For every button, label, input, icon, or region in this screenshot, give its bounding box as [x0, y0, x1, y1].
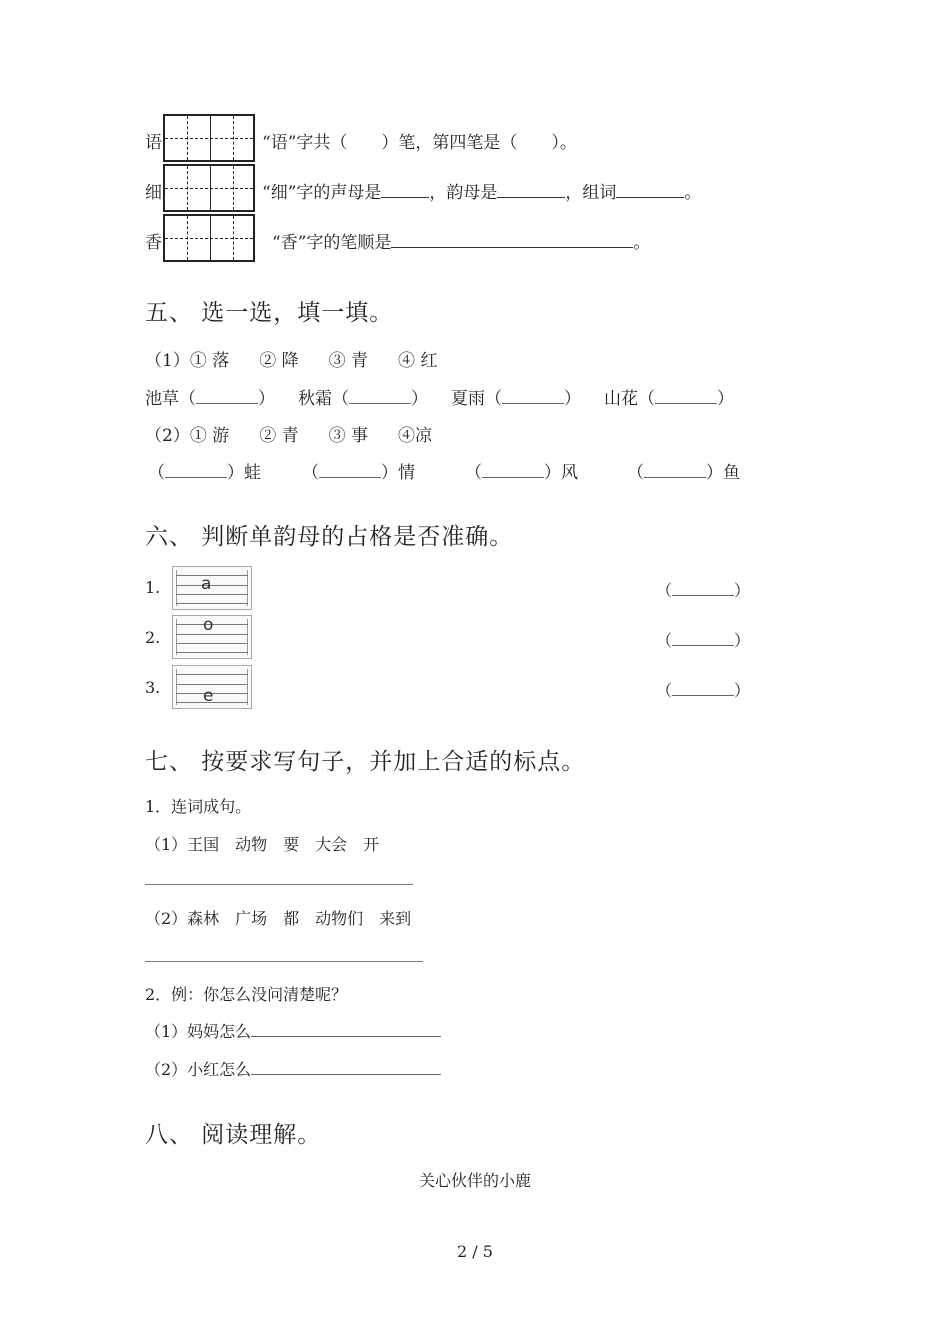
- question-yu: “语”字共（ ）笔，第四笔是（ ）。: [262, 133, 577, 153]
- q1-blank-2: 秋霜（ ）: [298, 389, 428, 409]
- answer-blank[interactable]: [381, 196, 429, 198]
- question-xiang: “香”字的笔顺是 。: [272, 233, 651, 253]
- item-num-2: 2.: [145, 628, 161, 647]
- grid-char-1: 语: [145, 133, 162, 153]
- q1-blank-3: 夏雨（ ）: [451, 389, 581, 409]
- letter-a: a: [201, 574, 212, 594]
- writing-grid-2[interactable]: [163, 164, 255, 212]
- answer-blank[interactable]: [165, 476, 227, 478]
- answer-blank[interactable]: [502, 402, 564, 404]
- sentence-words-2: （2）森林 广场 都 动物们 来到: [145, 909, 412, 928]
- q2-blank-2: （ ）情: [302, 463, 415, 483]
- imitate-1: （1）妈妈怎么: [145, 1019, 441, 1042]
- four-line-grid-e: [172, 665, 252, 709]
- q2-blank-1: （ ）蛙: [148, 463, 261, 483]
- item-num-1: 1.: [145, 578, 161, 597]
- q1-blank-4: 山花（ ）: [604, 389, 734, 409]
- writing-grid-3[interactable]: [163, 214, 255, 262]
- grid-char-2: 细: [145, 183, 162, 203]
- answer-blank[interactable]: [616, 196, 684, 198]
- answer-blank[interactable]: [391, 246, 633, 248]
- page-number: 2 / 5: [457, 1242, 493, 1261]
- section7-title: 七、 按要求写句子，并加上合适的标点。: [145, 749, 586, 775]
- question-xi: “细”字的声母是 ，韵母是 ，组词 。: [262, 183, 702, 203]
- q2-blank-4: （ ）鱼: [627, 463, 740, 483]
- four-line-grid-a: [172, 566, 252, 610]
- section6-title: 六、 判断单韵母的占格是否准确。: [145, 524, 514, 550]
- answer-line-1[interactable]: [145, 884, 413, 885]
- answer-blank[interactable]: [251, 1035, 441, 1037]
- section5-title: 五、 选一选，填一填。: [145, 300, 394, 326]
- letter-e: e: [203, 686, 214, 706]
- judge-blank-1[interactable]: （ ）: [656, 581, 751, 600]
- part2-label: 2．例：你怎么没问清楚呢？: [145, 985, 348, 1004]
- four-line-grid-o: [172, 615, 252, 659]
- grid-char-3: 香: [145, 233, 162, 253]
- sentence-words-1: （1）王国 动物 要 大会 开: [145, 835, 380, 854]
- q1-blank-1: 池草（ ）: [145, 389, 275, 409]
- answer-line-2[interactable]: [145, 961, 423, 962]
- answer-blank[interactable]: [482, 476, 544, 478]
- letter-o: o: [203, 615, 214, 635]
- answer-blank[interactable]: [251, 1073, 441, 1075]
- answer-blank[interactable]: [319, 476, 381, 478]
- judge-blank-3[interactable]: （ ）: [656, 681, 751, 700]
- answer-blank[interactable]: [196, 402, 258, 404]
- story-title: 关心伙伴的小鹿: [418, 1171, 531, 1190]
- q2-options: （2）① 游 ② 青 ③ 事 ④凉: [145, 426, 433, 446]
- answer-blank[interactable]: [349, 402, 411, 404]
- imitate-2: （2）小红怎么: [145, 1057, 441, 1080]
- judge-blank-2[interactable]: （ ）: [656, 631, 751, 650]
- q1-options: （1）① 落 ② 降 ③ 青 ④ 红: [145, 351, 438, 371]
- answer-blank[interactable]: [655, 402, 717, 404]
- writing-grid-1[interactable]: [163, 114, 255, 162]
- answer-blank[interactable]: [644, 476, 706, 478]
- section8-title: 八、 阅读理解。: [145, 1122, 322, 1148]
- item-num-3: 3.: [145, 678, 161, 697]
- part1-label: 1．连词成句。: [145, 797, 252, 816]
- q2-blank-3: （ ）风: [465, 463, 578, 483]
- answer-blank[interactable]: [497, 196, 565, 198]
